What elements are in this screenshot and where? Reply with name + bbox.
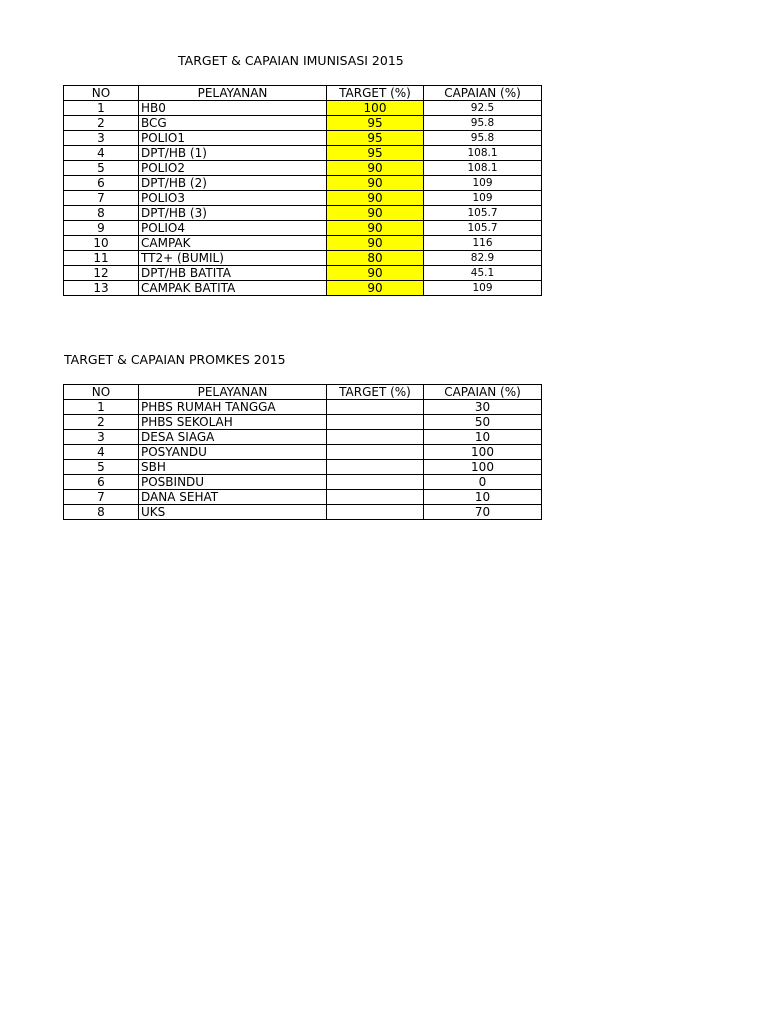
no-cell: 8	[64, 206, 139, 221]
no-cell: 5	[64, 460, 139, 475]
table-row	[64, 445, 542, 460]
pelayanan-cell: SBH	[139, 460, 327, 475]
capaian-cell: 105.7	[424, 206, 542, 221]
no-cell: 10	[64, 236, 139, 251]
target-cell	[327, 490, 424, 505]
capaian-cell: 0	[424, 475, 542, 490]
target-cell	[327, 400, 424, 415]
pelayanan-cell: PHBS SEKOLAH	[139, 415, 327, 430]
pelayanan-cell: POLIO3	[139, 191, 327, 206]
table-row	[64, 415, 542, 430]
column-header-no: NO	[64, 385, 139, 400]
target-cell: 90	[327, 236, 424, 251]
promkes-table	[63, 384, 542, 520]
no-cell: 7	[64, 191, 139, 206]
column-header-capaian: CAPAIAN (%)	[424, 385, 542, 400]
column-header-target: TARGET (%)	[327, 385, 424, 400]
no-cell: 6	[64, 475, 139, 490]
target-cell: 80	[327, 251, 424, 266]
capaian-cell: 105.7	[424, 221, 542, 236]
capaian-cell: 82.9	[424, 251, 542, 266]
no-cell: 4	[64, 146, 139, 161]
target-cell: 90	[327, 266, 424, 281]
imunisasi-title: TARGET & CAPAIAN IMUNISASI 2015	[178, 53, 404, 68]
capaian-cell: 116	[424, 236, 542, 251]
table-row	[64, 101, 542, 116]
pelayanan-cell: POSBINDU	[139, 475, 327, 490]
pelayanan-cell: DPT/HB BATITA	[139, 266, 327, 281]
table-row	[64, 116, 542, 131]
target-cell: 90	[327, 281, 424, 296]
target-cell: 90	[327, 176, 424, 191]
capaian-cell: 10	[424, 430, 542, 445]
target-cell: 95	[327, 131, 424, 146]
table-row	[64, 206, 542, 221]
pelayanan-cell: TT2+ (BUMIL)	[139, 251, 327, 266]
target-cell	[327, 445, 424, 460]
table-row	[64, 266, 542, 281]
pelayanan-cell: DPT/HB (2)	[139, 176, 327, 191]
no-cell: 3	[64, 430, 139, 445]
capaian-cell: 95.8	[424, 131, 542, 146]
capaian-cell: 100	[424, 445, 542, 460]
pelayanan-cell: DESA SIAGA	[139, 430, 327, 445]
target-cell: 90	[327, 206, 424, 221]
pelayanan-cell: POLIO4	[139, 221, 327, 236]
no-cell: 6	[64, 176, 139, 191]
table-row	[64, 221, 542, 236]
table-row	[64, 505, 542, 520]
promkes-title: TARGET & CAPAIAN PROMKES 2015	[64, 352, 286, 367]
capaian-cell: 45.1	[424, 266, 542, 281]
pelayanan-cell: CAMPAK	[139, 236, 327, 251]
no-cell: 13	[64, 281, 139, 296]
table-row	[64, 161, 542, 176]
target-cell: 90	[327, 191, 424, 206]
no-cell: 1	[64, 400, 139, 415]
column-header-capaian: CAPAIAN (%)	[424, 86, 542, 101]
target-cell: 95	[327, 146, 424, 161]
pelayanan-cell: DPT/HB (1)	[139, 146, 327, 161]
no-cell: 11	[64, 251, 139, 266]
target-cell: 90	[327, 221, 424, 236]
target-cell	[327, 475, 424, 490]
pelayanan-cell: POLIO1	[139, 131, 327, 146]
no-cell: 12	[64, 266, 139, 281]
column-header-no: NO	[64, 86, 139, 101]
pelayanan-cell: POSYANDU	[139, 445, 327, 460]
table-row	[64, 191, 542, 206]
table-row	[64, 236, 542, 251]
target-cell	[327, 415, 424, 430]
imunisasi-table	[63, 85, 542, 296]
table-row	[64, 131, 542, 146]
table-row	[64, 251, 542, 266]
target-cell	[327, 505, 424, 520]
no-cell: 4	[64, 445, 139, 460]
no-cell: 2	[64, 415, 139, 430]
capaian-cell: 30	[424, 400, 542, 415]
capaian-cell: 109	[424, 176, 542, 191]
table-row	[64, 281, 542, 296]
no-cell: 8	[64, 505, 139, 520]
table-row	[64, 460, 542, 475]
no-cell: 3	[64, 131, 139, 146]
target-cell: 95	[327, 116, 424, 131]
column-header-pelayanan: PELAYANAN	[139, 86, 327, 101]
capaian-cell: 108.1	[424, 146, 542, 161]
capaian-cell: 109	[424, 281, 542, 296]
table-header-row	[64, 86, 542, 101]
pelayanan-cell: PHBS RUMAH TANGGA	[139, 400, 327, 415]
pelayanan-cell: BCG	[139, 116, 327, 131]
no-cell: 5	[64, 161, 139, 176]
table-row	[64, 400, 542, 415]
pelayanan-cell: CAMPAK BATITA	[139, 281, 327, 296]
no-cell: 9	[64, 221, 139, 236]
capaian-cell: 108.1	[424, 161, 542, 176]
column-header-pelayanan: PELAYANAN	[139, 385, 327, 400]
table-header-row	[64, 385, 542, 400]
table-row	[64, 176, 542, 191]
capaian-cell: 10	[424, 490, 542, 505]
pelayanan-cell: HB0	[139, 101, 327, 116]
capaian-cell: 100	[424, 460, 542, 475]
pelayanan-cell: DANA SEHAT	[139, 490, 327, 505]
table-row	[64, 490, 542, 505]
no-cell: 2	[64, 116, 139, 131]
target-cell: 90	[327, 161, 424, 176]
no-cell: 7	[64, 490, 139, 505]
capaian-cell: 50	[424, 415, 542, 430]
capaian-cell: 95.8	[424, 116, 542, 131]
table-row	[64, 430, 542, 445]
table-row	[64, 146, 542, 161]
column-header-target: TARGET (%)	[327, 86, 424, 101]
pelayanan-cell: DPT/HB (3)	[139, 206, 327, 221]
table-row	[64, 475, 542, 490]
no-cell: 1	[64, 101, 139, 116]
capaian-cell: 70	[424, 505, 542, 520]
pelayanan-cell: POLIO2	[139, 161, 327, 176]
capaian-cell: 109	[424, 191, 542, 206]
capaian-cell: 92.5	[424, 101, 542, 116]
target-cell	[327, 460, 424, 475]
target-cell: 100	[327, 101, 424, 116]
pelayanan-cell: UKS	[139, 505, 327, 520]
target-cell	[327, 430, 424, 445]
